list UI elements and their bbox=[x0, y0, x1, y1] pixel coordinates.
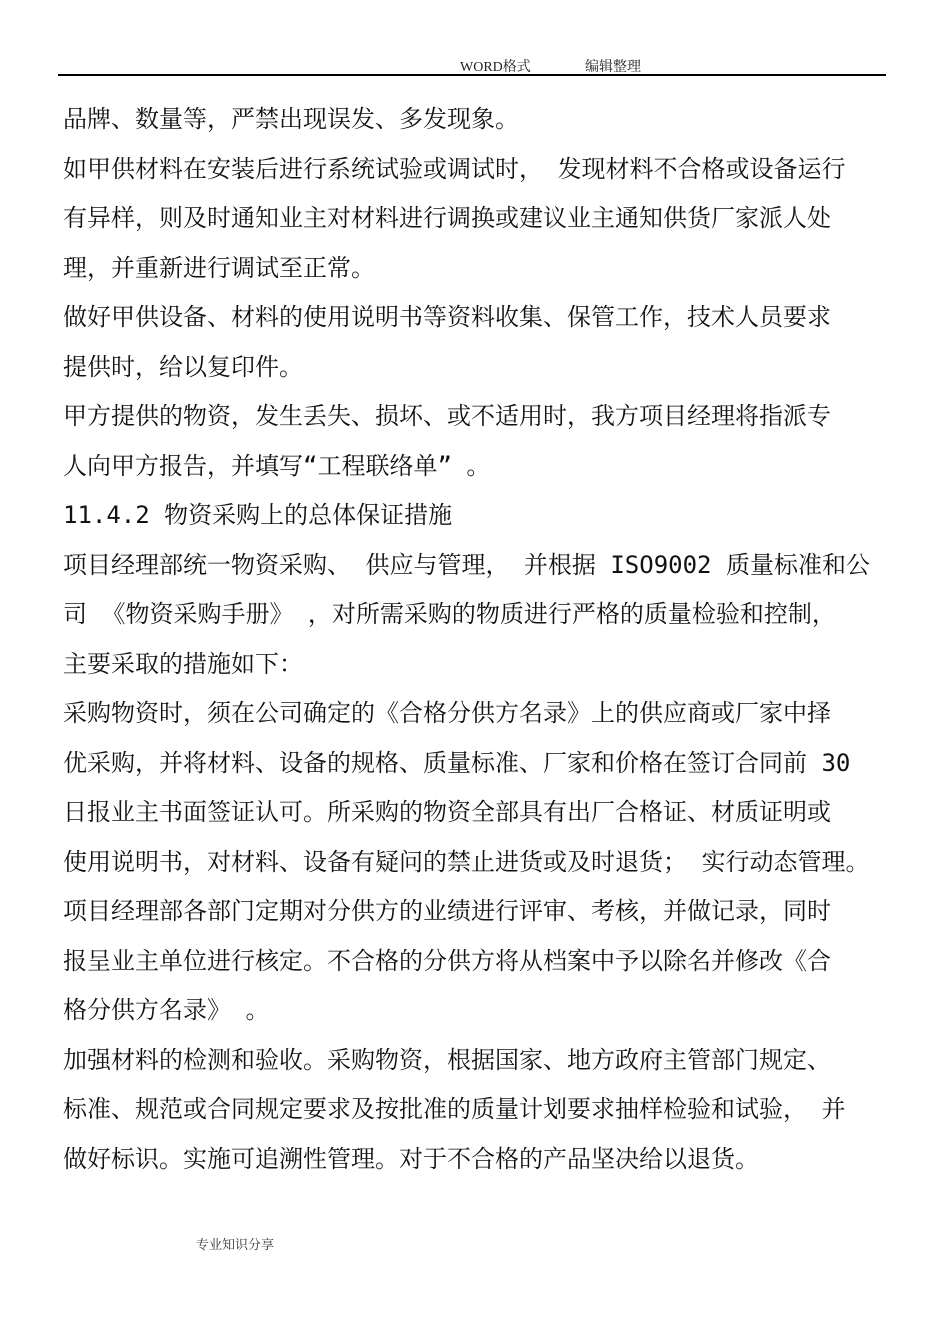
body-line: 项目经理部统一物资采购、 供应与管理， 并根据 ISO9002 质量标准和公 bbox=[63, 550, 870, 579]
page-footer: 专业知识分享 bbox=[196, 1238, 275, 1253]
body-line: 主要采取的措施如下： bbox=[63, 649, 303, 678]
section-heading: 11.4.2 物资采购上的总体保证措施 bbox=[63, 501, 453, 529]
body-line: 采购物资时，须在公司确定的《合格分供方名录》上的供应商或厂家中择 bbox=[63, 699, 831, 727]
body-line: 做好甲供设备、材料的使用说明书等资料收集、保管工作，技术人员要求 bbox=[63, 303, 831, 331]
body-line: 使用说明书，对材料、设备有疑问的禁止进货或及时退货； 实行动态管理。 bbox=[63, 847, 870, 876]
body-line: 格分供方名录》 。 bbox=[63, 996, 270, 1024]
body-line: 加强材料的检测和验收。采购物资，根据国家、地方政府主管部门规定、 bbox=[63, 1045, 831, 1074]
body-line: 做好标识。实施可追溯性管理。对于不合格的产品坚决给以退货。 bbox=[63, 1144, 759, 1173]
body-line: 理，并重新进行调试至正常。 bbox=[63, 253, 375, 282]
body-line: 有异样，则及时通知业主对材料进行调换或建议业主通知供货厂家派人处 bbox=[63, 204, 831, 232]
body-line: 司 《物资采购手册》 ，对所需采购的物质进行严格的质量检验和控制， bbox=[63, 600, 836, 628]
header-format-label: WORD格式 bbox=[460, 60, 531, 75]
header-edit-label: 编辑整理 bbox=[585, 60, 641, 75]
body-line: 报呈业主单位进行核定。不合格的分供方将从档案中予以除名并修改《合 bbox=[63, 946, 831, 975]
body-line: 优采购，并将材料、设备的规格、质量标准、厂家和价格在签订合同前 30 bbox=[63, 748, 851, 777]
document-body bbox=[63, 95, 889, 1184]
body-line: 日报业主书面签证认可。所采购的物资全部具有出厂合格证、材质证明或 bbox=[63, 798, 831, 826]
body-line: 项目经理部各部门定期对分供方的业绩进行评审、考核，并做记录，同时 bbox=[63, 897, 831, 925]
body-line: 提供时，给以复印件。 bbox=[63, 352, 303, 381]
body-line: 甲方提供的物资，发生丢失、损坏、或不适用时，我方项目经理将指派专 bbox=[63, 402, 831, 430]
page-header bbox=[58, 52, 886, 76]
body-line: 人向甲方报告，并填写“工程联络单” 。 bbox=[63, 451, 491, 480]
body-line: 品牌、数量等，严禁出现误发、多发现象。 bbox=[63, 105, 519, 133]
body-line: 标准、规范或合同规定要求及按批准的质量计划要求抽样检验和试验， 并 bbox=[63, 1095, 846, 1123]
body-line: 如甲供材料在安装后进行系统试验或调试时， 发现材料不合格或设备运行 bbox=[63, 154, 846, 183]
